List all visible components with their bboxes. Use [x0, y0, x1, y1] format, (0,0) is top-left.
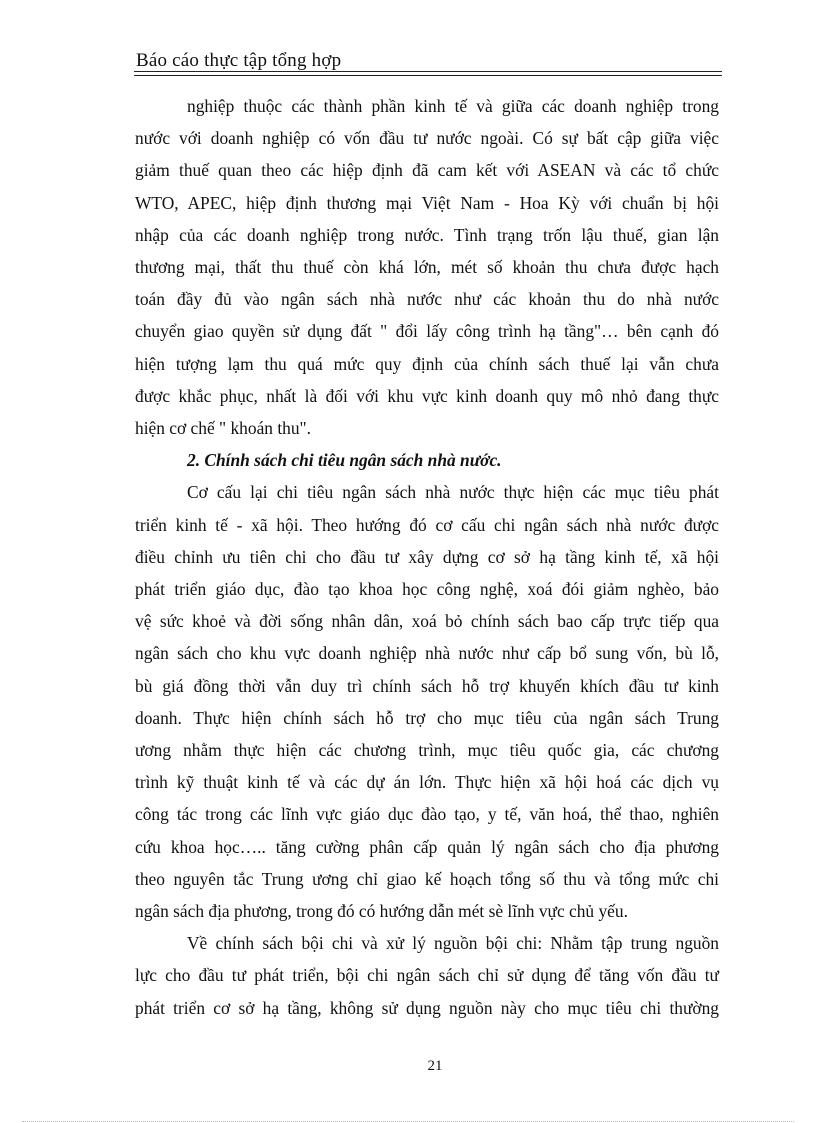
page-number: 21 [427, 1058, 443, 1074]
text-line: trình kỹ thuật kinh tế và các dự án lớn. Thực hiện xã hội hoá các dịch vụ [135, 772, 719, 793]
text-line: phát triển giáo dục, đào tạo khoa học công nghệ, xoá đói giảm nghèo, bảo [135, 579, 719, 600]
text-line: được khắc phục, nhất là đối với khu vực kinh doanh quy mô nhỏ đang thực [135, 385, 719, 406]
text-line: hiện cơ chế " khoán thu". [135, 418, 311, 439]
text-line: giảm thuế quan theo các hiệp định đã cam kết với ASEAN và các tổ chức [135, 160, 719, 181]
header-rule-thin [134, 75, 722, 76]
text-line: nghiệp thuộc các thành phần kinh tế và giữa các doanh nghiệp trong [187, 96, 719, 116]
text-line: doanh. Thực hiện chính sách hỗ trợ cho mục tiêu của ngân sách Trung [135, 707, 719, 728]
text-line: công tác trong các lĩnh vực giáo dục đào tạo, y tế, văn hoá, thể thao, nghiên [135, 804, 719, 825]
text-line: ngân sách địa phương, trong đó có hướng dẫn mét sè lĩnh vực chủ yếu. [135, 901, 628, 922]
text-line: vệ sức khoẻ và đời sống nhân dân, xoá bỏ chính sách bao cấp trực tiếp qua [135, 611, 719, 632]
text-line: Cơ cấu lại chi tiêu ngân sách nhà nước thực hiện các mục tiêu phát [187, 482, 719, 503]
text-line: toán đầy đủ vào ngân sách nhà nước như các khoản thu do nhà nước [135, 289, 719, 310]
body-text [135, 90, 719, 1024]
text-line: theo nguyên tắc Trung ương chỉ giao kế hoạch tổng số thu và tổng mức chi [135, 868, 719, 889]
section-heading: 2. Chính sách chi tiêu ngân sách nhà nước. [187, 450, 502, 471]
text-line: Về chính sách bội chi và xử lý nguồn bội chi: Nhằm tập trung nguồn [187, 933, 719, 954]
text-line: ương nhằm thực hiện các chương trình, mục tiêu quốc gia, các chương [135, 740, 719, 761]
text-line: hiện tượng lạm thu quá mức quy định của chính sách thuế lại vẫn chưa [135, 353, 719, 374]
text-line: bù giá đồng thời vẫn duy trì chính sách hỗ trợ khuyến khích đầu tư kinh [135, 675, 719, 696]
text-line: phát triển cơ sở hạ tầng, không sử dụng nguồn này cho mục tiêu chi thường [135, 997, 719, 1018]
text-line: lực cho đầu tư phát triển, bội chi ngân sách chỉ sử dụng để tăng vốn đầu tư [135, 965, 719, 986]
text-line: WTO, APEC, hiệp định thương mại Việt Nam - Hoa Kỳ với chuẩn bị hội [135, 192, 719, 213]
text-line: nhập của các doanh nghiệp trong nước. Tình trạng trốn lậu thuế, gian lận [135, 224, 719, 245]
header-rule-thick [134, 71, 722, 72]
text-line: chuyển giao quyền sử dụng đất " đổi lấy công trình hạ tầng"… bên cạnh đó [135, 321, 719, 342]
text-line: thương mại, thất thu thuế còn khá lớn, mét số khoản thu chưa được hạch [135, 257, 719, 278]
text-line: ngân sách cho khu vực doanh nghiệp nhà nước như cấp bổ sung vốn, bù lỗ, [135, 643, 719, 664]
running-header: Báo cáo thực tập tổng hợp [136, 50, 342, 71]
text-line: triển kinh tế - xã hội. Theo hướng đó cơ cấu chi ngân sách nhà nước được [135, 514, 719, 535]
text-line: cứu khoa học….. tăng cường phân cấp quản lý ngân sách cho địa phương [135, 836, 719, 857]
page-bottom-border [22, 1121, 794, 1122]
text-line: điều chỉnh ưu tiên chi cho đầu tư xây dựng cơ sở hạ tầng kinh tế, xã hội [135, 546, 719, 567]
text-line: nước với doanh nghiệp có vốn đầu tư nước ngoài. Có sự bất cập giữa việc [135, 128, 719, 149]
